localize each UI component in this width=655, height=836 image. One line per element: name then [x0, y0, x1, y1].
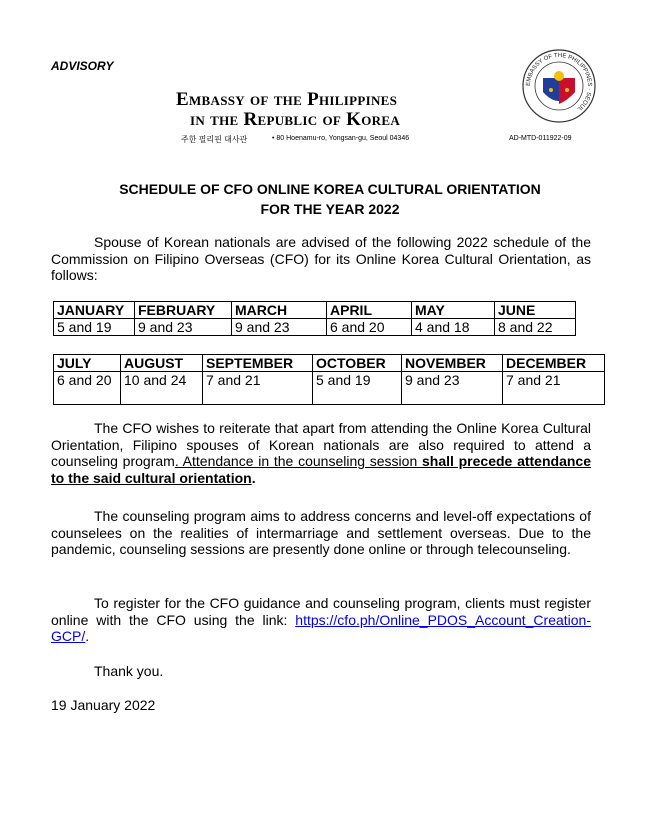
- dates-cell: 9 and 23: [402, 372, 503, 405]
- dates-cell: 10 and 24: [121, 372, 203, 405]
- embassy-name-line1: Embassy of the Philippines: [176, 89, 398, 110]
- dates-cell: 7 and 21: [203, 372, 313, 405]
- month-cell: JUNE: [495, 302, 576, 319]
- month-cell: APRIL: [327, 302, 412, 319]
- month-cell: DECEMBER: [503, 355, 605, 372]
- schedule-table-jul-dec: [53, 354, 605, 405]
- korean-embassy-name: 주한 필리핀 대사관: [181, 135, 248, 144]
- document-title-line1: SCHEDULE OF CFO ONLINE KOREA CULTURAL ORIENTATION: [119, 181, 541, 197]
- counseling-program-paragraph: [51, 508, 591, 558]
- dates-cell: 6 and 20: [327, 319, 412, 336]
- dates-cell: 5 and 19: [54, 319, 135, 336]
- dates-cell: 9 and 23: [232, 319, 327, 336]
- dates-cell: 7 and 21: [503, 372, 605, 405]
- embassy-address: • 80 Hoenamu-ro, Yongsan-gu, Seoul 04346: [272, 135, 410, 142]
- intro-paragraph: [51, 234, 591, 284]
- dates-cell: 9 and 23: [135, 319, 232, 336]
- month-cell: NOVEMBER: [402, 355, 503, 372]
- month-cell: MAY: [412, 302, 495, 319]
- month-cell: JANUARY: [54, 302, 135, 319]
- para2-underlined-text: . Attendance in the counseling session: [174, 453, 422, 470]
- embassy-seal-logo: [521, 48, 597, 124]
- dates-cell: 5 and 19: [313, 372, 402, 405]
- counseling-requirement-paragraph: [51, 420, 591, 486]
- reference-code: AD-MTD-011922-09: [509, 135, 572, 142]
- intro-text: Spouse of Korean nationals are advised of the following 2022 schedule of the Commission on Filipino Overseas (CFO) for its Online Korea Cultural Orientation, as follows:: [51, 234, 591, 284]
- month-cell: SEPTEMBER: [203, 355, 313, 372]
- schedule-table-jan-jun: [53, 301, 576, 336]
- embassy-name-line2: in the Republic of Korea: [190, 109, 401, 130]
- month-cell: FEBRUARY: [135, 302, 232, 319]
- closing-text: Thank you.: [94, 663, 164, 679]
- para3-text: The counseling program aims to address concerns and level-off expectations of counselees on the realities of intermarriage and settlement overseas. Due to the pandemic, counseling sessions are presently done online or through telecounseling.: [51, 508, 591, 558]
- table-row: [54, 319, 576, 336]
- para2-text: The CFO wishes to reiterate that apart from attending the Online Korea Cultural Orientation, Filipino spouses of Korean nationals are also required to attend a counseling program: [51, 420, 591, 470]
- table-row: [54, 372, 605, 405]
- dates-cell: 6 and 20: [54, 372, 121, 405]
- month-cell: OCTOBER: [313, 355, 402, 372]
- dates-cell: 8 and 22: [495, 319, 576, 336]
- month-cell: JULY: [54, 355, 121, 372]
- dates-cell: 4 and 18: [412, 319, 495, 336]
- table-header-row: [54, 355, 605, 372]
- advisory-label: ADVISORY: [51, 59, 114, 73]
- registration-link[interactable]: https://cfo.ph/Online_PDOS_Account_Creation-GCP/: [51, 611, 591, 645]
- seal-text: EMBASSY OF THE PHILIPPINES · SEOUL: [525, 52, 593, 112]
- document-title-line2: FOR THE YEAR 2022: [260, 201, 400, 217]
- para4-end: .: [85, 628, 90, 645]
- para2-bold: shall precede attendance to the said cultural orientation: [51, 453, 591, 486]
- para4-text: To register for the CFO guidance and counseling program, clients must register online with the CFO using the link:: [51, 595, 591, 628]
- registration-paragraph: [51, 595, 591, 645]
- document-date: 19 January 2022: [51, 697, 156, 713]
- month-cell: MARCH: [232, 302, 327, 319]
- para2-end: .: [251, 469, 256, 486]
- month-cell: AUGUST: [121, 355, 203, 372]
- table-header-row: [54, 302, 576, 319]
